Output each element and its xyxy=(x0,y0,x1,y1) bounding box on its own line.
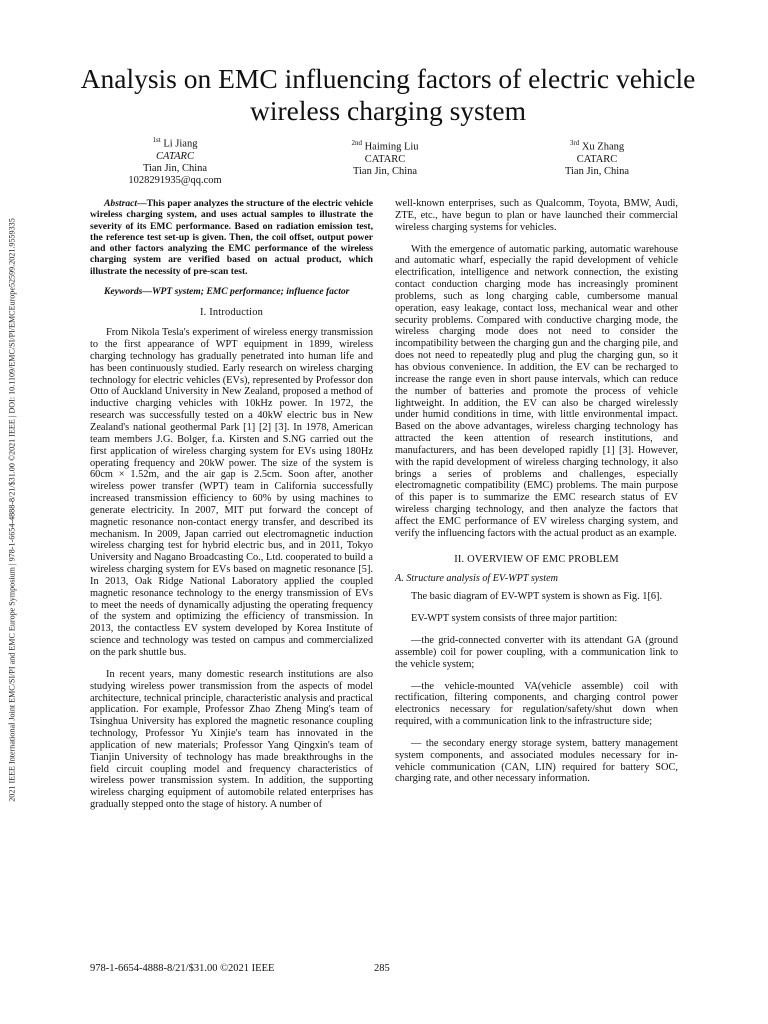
body-paragraph-partition: EV-WPT system consists of three major partition: xyxy=(411,613,618,625)
intro-paragraph-2: In recent years, many domestic research institutions are also studying wireless power transmission from the aspects of model architecture, technical principle, characteristic analysis and practical application. For example, Professor Zhao Zheng Ming's team of Tsinghua University has explored the magnetic resonance coupling technology, Professor Yu Xinjie's team has innovated in the application of new materials; Professor Yang Qingxin's team of Tianjin University of technology has made breakthroughs in the field circuit coupling model and frequency characteristics of wireless power transmission system. In addition, the supporting wireless charging equipment of automobile related enterprises has gradually stepped onto the stage of history. A number of xyxy=(90,668,373,811)
paper-title: Analysis on EMC influencing factors of electric vehicle wireless charging system xyxy=(80,63,696,126)
author-2-org: CATARC xyxy=(364,153,406,165)
author-2-name: Haiming Liu xyxy=(361,141,419,153)
section-heading-introduction: I. Introduction xyxy=(199,307,264,319)
list-item-energy-storage: — the secondary energy storage system, battery management system components, and associated modules necessary for in-vehicle communication (CAN, LIN) required for battery SOC, charging rate, and other necessary information. xyxy=(395,737,678,785)
doi-side-note-text: 2021 IEEE International Joint EMC/SI/PI and EMC Europe Symposium | 978-1-6654-4888-8/21/$31.00 ©2021 IEEE | DOI: 10.1109/EMC/SI/PI/EMCEurope52599.2021.9559335 xyxy=(7,218,17,802)
author-1-city: Tian Jin, China xyxy=(142,162,208,174)
author-3-city: Tian Jin, China xyxy=(564,165,630,177)
author-1-name: Li Jiang xyxy=(160,138,198,150)
author-3-name: Xu Zhang xyxy=(579,141,625,153)
list-item-vehicle-coil: —the vehicle-mounted VA(vehicle assemble) coil with rectification, filtering components, and charging control power electronics necessary for regulation/safety/shut down when required, with a communication link to the infrastructure side; xyxy=(395,680,678,728)
abstract xyxy=(90,198,373,277)
author-1-email: 1028291935@qq.com xyxy=(128,174,222,186)
author-1-org: CATARC xyxy=(156,150,194,162)
abstract-label: Abstract xyxy=(104,198,138,209)
author-block-3 xyxy=(522,137,672,178)
intro-paragraph-1: From Nikola Tesla's experiment of wireless energy transmission to the first appearance of WPT equipment in 1899, wireless charging technology has gradually penetrated into human life and has been continuously studied. Early research on wireless charging technology for electric vehicles (EVs), represented by Professor don Otto of Auckland University in New Zealand, proposed a method of inductive charging vehicles with 10kHz power. In 1972, the research was successfully tested on a 40kW electric bus in New Zealand's national geothermal Park [1] [2] [3]. In 1978, American team members J.G. Bolger, f.a. Kirsten and S.NG carried out the first application of wireless charging system for EVs using 180Hz operating frequency and 20kW power. The size of the system is 60cm × 1.52m, and the air gap is 2.5cm. Soon after, another wireless power transfer (WPT) team in California successfully increased transmission efficiency to 60% by using machines to generate electricity. In 2007, MIT put forward the concept of magnetic resonance non-contact energy transfer, and described its mechanism. In 2009, Japan carried out electromagnetic induction wireless charging test for hybrid electric bus, and in 2011, Tokyo University and Nagano Broadcasting Co., Ltd. cooperated to build a wireless charging system for EVs based on magnetic resonance [5]. In 2013, Oak Ridge National Laboratory applied the coupled magnetic resonance technology to the energy transmission of EVs to meet the needs of dynamically adjusting the operating frequency of the system and optimizing the efficiency of transmission. In 2013, the contactless EV system developed by Korea Institute of science and technology was tested on campus and commercialized on the park shuttle bus. xyxy=(90,327,373,658)
author-3-org: CATARC xyxy=(576,153,618,165)
author-2-ordinal: 2nd xyxy=(351,139,362,147)
author-1-ordinal: 1st xyxy=(152,136,161,144)
body-paragraph-continued: well-known enterprises, such as Qualcomm, Toyota, BMW, Audi, ZTE, etc., have begun to plan or have launched their commercial wireless charging systems for vehicles. xyxy=(395,198,678,233)
body-paragraph-emergence: With the emergence of automatic parking, automatic warehouse and automatic wharf, especially the rapid development of vehicle electrification, intelligence and network connection, the existing contact conduction charging mode has increasingly prominent problems, such as long charging cable, cumbersome manual operation, easy leakage, contact loss, mechanical wear and other security problems. Compared with conductive charging mode, the wireless charging mode does not need to consider the incompatibility between the charging gun and the charging pile, and does not need to repeatedly plug and plug the charging gun, so it has obvious convenience. In addition, the EV can be recharged to increase the range even in short pause intervals, which can reduce the number of batteries and promote the process of vehicle lightweight. In addition, the EV can also be charged wirelessly under humid conditions in time, with little environmental impact. Based on the above advantages, wireless charging technology has attracted the keen attention of research institutions, and manufacturers, and has been developed rapidly [1] [3]. However, with the rapid development of wireless charging technology, it also brings a series of problems and challenges, especially electromagnetic compatibility (EMC) problems. The main purpose of this paper is to summarize the EMC research status of EV wireless charging technology, and then analyze the factors that affect the EMC performance of EV wireless charging system, and verify the influencing factors with the actual product as an example. xyxy=(395,243,678,539)
author-2-city: Tian Jin, China xyxy=(352,165,418,177)
subsection-heading-structure: A. Structure analysis of EV-WPT system xyxy=(395,573,558,585)
abstract-text: —This paper analyzes the structure of the electric vehicle wireless charging system, and uses actual samples to illustrate the severity of its EMC performance. Based on radiation emission test, the reference test set-up is given. Then, the coil offset, output power and other factors analyzing the EMC performance of the wireless charging system are verified based on actual product, which illustrate the necessity of pre-scan test. xyxy=(90,198,373,277)
right-column xyxy=(395,198,678,785)
left-column xyxy=(90,198,373,811)
keywords: Keywords—WPT system; EMC performance; influence factor xyxy=(104,286,350,298)
section-heading-overview: II. OVERVIEW OF EMC PROBLEM xyxy=(454,553,619,565)
page-number: 285 xyxy=(374,963,390,974)
author-3-ordinal: 3rd xyxy=(569,139,580,147)
list-item-grid-converter: —the grid-connected converter with its attendant GA (ground assemble) coil for power coupling, with a communication link to the vehicle system; xyxy=(395,635,678,670)
footer-copyright: 978-1-6654-4888-8/21/$31.00 ©2021 IEEE xyxy=(90,963,275,974)
author-block-1 xyxy=(100,134,250,187)
doi-side-note xyxy=(2,130,22,890)
author-block-2 xyxy=(310,137,460,178)
body-paragraph-fig1: The basic diagram of EV-WPT system is shown as Fig. 1[6]. xyxy=(411,591,663,603)
